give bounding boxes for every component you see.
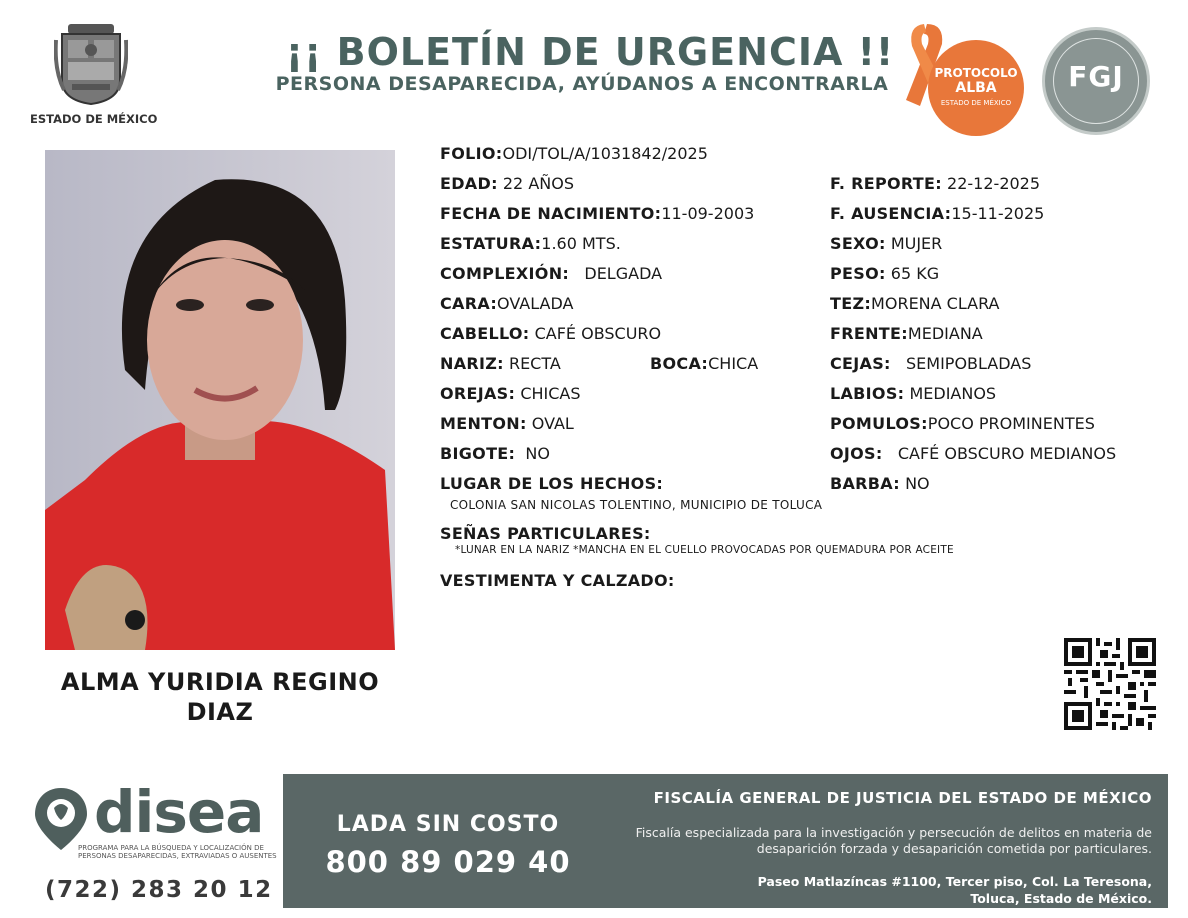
field-fecha-nacimiento-value: 11-09-2003 [661,204,755,223]
field-orejas-value: CHICAS [520,384,581,403]
field-estatura-value: 1.60 MTS. [541,234,621,253]
field-pomulos-label: POMULOS: [830,414,928,433]
bulletin-title: ¡¡ BOLETÍN DE URGENCIA !! [285,30,895,74]
alba-line2: ALBA [955,80,997,96]
field-nariz-value: RECTA [508,354,561,373]
field-ojos-value: CAFÉ OBSCURO MEDIANOS [897,444,1117,463]
field-fecha-nacimiento [440,204,754,224]
person-name-line1: ALMA YURIDIA REGINO [60,668,380,696]
missing-person-photo [45,150,395,650]
field-f-reporte-label: F. REPORTE: [830,174,942,193]
field-ojos [830,444,1116,464]
field-f-ausencia [830,204,1044,224]
field-orejas [440,384,581,404]
field-boca-value: CHICA [708,354,759,373]
estado-de-mexico-logo [30,20,158,130]
field-cara-label: CARA: [440,294,498,313]
odisea-subtitle: PROGRAMA PARA LA BÚSQUEDA Y LOCALIZACIÓN DE PERSONAS DESAPARECIDAS, EXTRAVIADAS O AUSENTES [78,844,277,860]
field-cejas-label: CEJAS: [830,354,891,373]
field-boca-label: BOCA: [650,354,709,373]
field-bigote [440,444,550,464]
qr-code-icon[interactable] [1064,638,1156,730]
field-frente [830,324,983,344]
field-cejas [830,354,1031,374]
odisea-phone[interactable]: (722) 283 20 12 [45,877,273,903]
field-complexion-label: COMPLEXIÓN: [440,264,570,283]
field-fecha-nacimiento-label: FECHA DE NACIMIENTO: [440,204,662,223]
field-folio-value: ODI/TOL/A/1031842/2025 [502,144,708,163]
person-name-line2: DIAZ [186,698,254,726]
odisea-logo [32,778,277,860]
field-folio-label: FOLIO: [440,144,503,163]
field-labios-value: MEDIANOS [909,384,997,403]
field-pomulos-value: POCO PROMINENTES [927,414,1095,433]
portrait-illustration [45,150,395,650]
state-name: ESTADO DE MÉXICO [30,112,158,126]
field-barba-label: BARBA: [830,474,900,493]
field-nariz-label: NARIZ: [440,354,504,373]
field-sexo-value: MUJER [890,234,943,253]
odisea-wordmark: disea [94,778,264,846]
field-tez-label: TEZ: [830,294,872,313]
field-cabello [440,324,661,344]
field-cabello-value: CAFÉ OBSCURO [534,324,662,343]
address-line1: Paseo Matlazíncas #1100, Tercer piso, Col. La Teresona, [757,874,1152,889]
field-estatura-label: ESTATURA: [440,234,542,253]
field-bigote-value: NO [525,444,550,463]
field-tez [830,294,999,314]
field-labios-label: LABIOS: [830,384,905,403]
field-cejas-value: SEMIPOBLADAS [906,354,1032,373]
fiscalia-title: FISCALÍA GENERAL DE JUSTICIA DEL ESTADO DE MÉXICO [653,789,1152,807]
field-complexion-value: DELGADA [584,264,663,283]
field-lugar [440,474,663,494]
lada-sin-costo-label: LADA SIN COSTO [336,812,560,837]
coat-of-arms-icon [54,20,128,106]
field-sexo-label: SEXO: [830,234,886,253]
field-bigote-label: BIGOTE: [440,444,516,463]
address-line2: Toluca, Estado de México. [970,891,1152,906]
field-labios [830,384,996,404]
person-name [45,667,395,727]
alba-line1: PROTOCOLO [934,66,1018,80]
field-barba [830,474,930,494]
field-pomulos [830,414,1095,434]
field-cara [440,294,573,314]
field-frente-label: FRENTE: [830,324,908,343]
field-boca [650,354,758,374]
field-peso [830,264,939,284]
field-nariz [440,354,561,374]
fgj-logo-text: FGJ [1068,60,1124,93]
alba-badge [928,40,1024,136]
field-vestimenta-label: VESTIMENTA Y CALZADO: [440,571,675,590]
protocolo-alba-logo [898,20,1030,132]
field-frente-value: MEDIANA [907,324,983,343]
field-cabello-label: CABELLO: [440,324,530,343]
field-menton-value: OVAL [531,414,574,433]
lada-phone-number[interactable]: 800 89 029 40 [325,845,571,879]
field-estatura [440,234,621,254]
fiscalia-address [600,873,1152,907]
fgj-seal [1042,27,1150,135]
field-lugar-value: COLONIA SAN NICOLAS TOLENTINO, MUNICIPIO DE TOLUCA [450,498,823,512]
field-folio [440,144,708,164]
field-edad-value: 22 AÑOS [502,174,574,193]
field-edad-label: EDAD: [440,174,498,193]
fiscalia-description: Fiscalía especializada para la investigación y persecución de delitos en materia de desaparición forzada y desaparición cometida por particulares. [635,825,1152,856]
field-f-ausencia-value: 15-11-2025 [951,204,1045,223]
field-barba-value: NO [905,474,930,493]
field-vestimenta [440,571,675,591]
field-f-ausencia-label: F. AUSENCIA: [830,204,952,223]
field-ojos-label: OJOS: [830,444,883,463]
field-f-reporte [830,174,1040,194]
field-lugar-label: LUGAR DE LOS HECHOS: [440,474,664,493]
field-menton [440,414,574,434]
field-complexion [440,264,662,284]
field-peso-value: 65 KG [890,264,940,283]
field-senas [440,524,651,544]
field-orejas-label: OREJAS: [440,384,516,403]
bulletin-subtitle: PERSONA DESAPARECIDA, AYÚDANOS A ENCONTRARLA [275,73,889,95]
field-f-reporte-value: 22-12-2025 [947,174,1041,193]
field-tez-value: MORENA CLARA [871,294,1000,313]
field-edad [440,174,574,194]
field-menton-label: MENTON: [440,414,527,433]
field-senas-value: *LUNAR EN LA NARIZ *MANCHA EN EL CUELLO PROVOCADAS POR QUEMADURA POR ACEITE [455,544,954,556]
field-cara-value: OVALADA [497,294,574,313]
location-pin-icon [32,786,90,852]
field-peso-label: PESO: [830,264,886,283]
field-sexo [830,234,942,254]
field-senas-label: SEÑAS PARTICULARES: [440,524,651,543]
alba-line3: ESTADO DE MÉXICO [940,99,1012,107]
